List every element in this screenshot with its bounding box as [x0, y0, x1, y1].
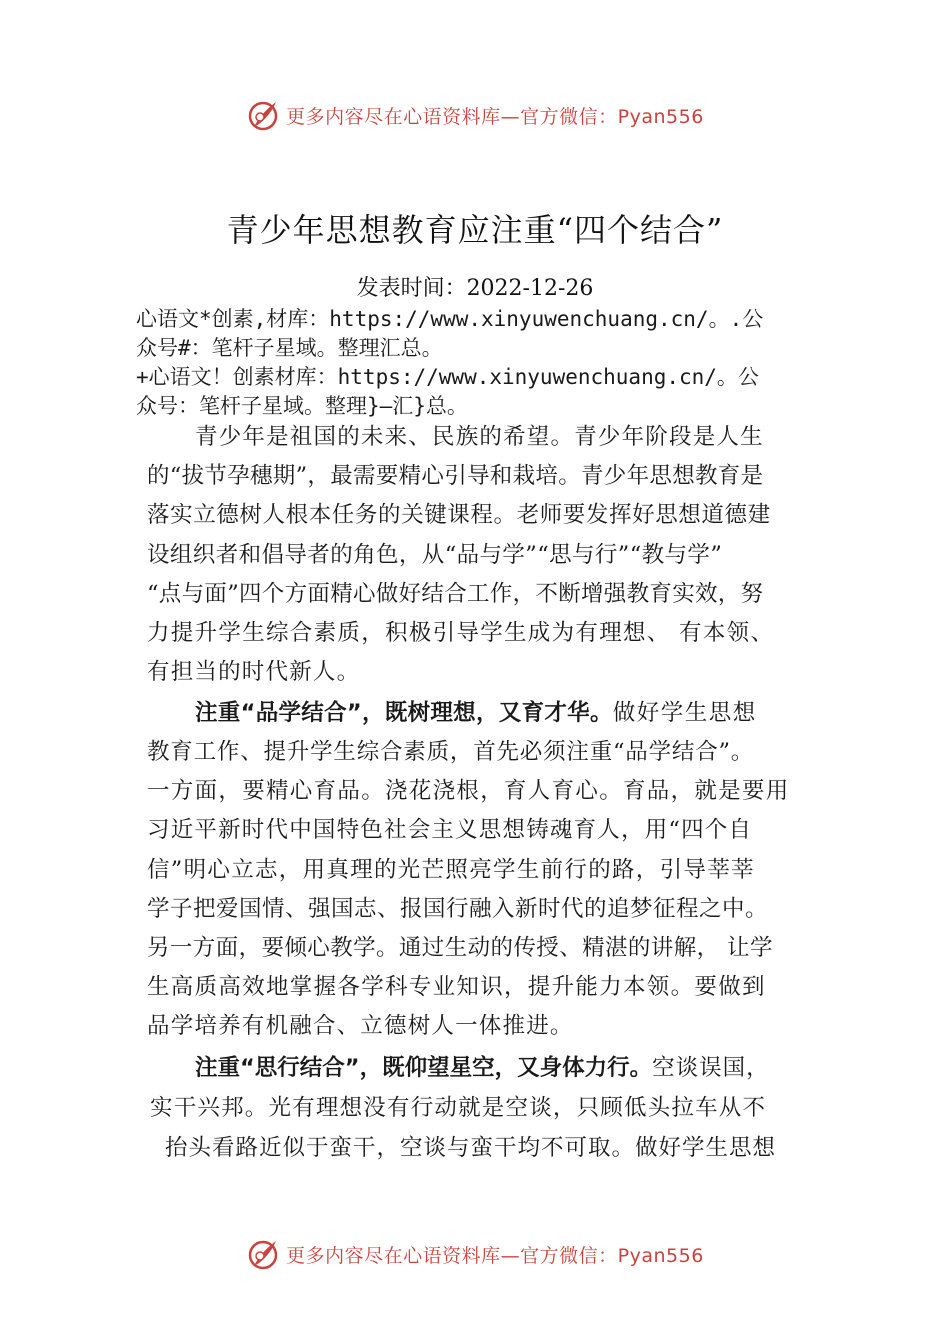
paragraph-line: 设组织者和倡导者的角色，从“品与学”“思与行”“教与学” [147, 542, 723, 568]
paragraph-line: 教育工作、提升学生综合素质，首先必须注重“品学结合”。 [147, 739, 755, 765]
paragraph-line [195, 698, 757, 728]
paragraph-line: 青少年是祖国的未来、民族的希望。青少年阶段是人生 [195, 424, 764, 450]
paragraph-text: 空谈误国， [652, 1055, 770, 1081]
section-heading: 注重“品学结合”，既树理想，又育才华。 [195, 700, 613, 726]
paragraph-line: 有担当的时代新人。 [147, 659, 361, 685]
paragraph-text: 做好学生思想 [612, 700, 757, 726]
source-line: +心语文！创素材库：https://www.xinyuwenchuang.cn/。公 [136, 365, 759, 389]
paragraph-line [195, 1053, 770, 1083]
quill-logo-icon [246, 1236, 282, 1272]
quill-logo-icon [246, 97, 282, 133]
paragraph-line: 抬头看路近似于蛮干，空谈与蛮干均不可取。做好学生思想 [165, 1135, 777, 1161]
source-line: 众号#：笔杆子星域。整理汇总。 [136, 336, 443, 360]
paragraph-line: 的“拔节孕穗期”，最需要精心引导和栽培。青少年思想教育是 [147, 463, 764, 489]
paragraph-line: 力提升学生综合素质，积极引导学生成为有理想、 有本领、 [147, 620, 775, 646]
paragraph-line: 信”明心立志，用真理的光芒照亮学生前行的路，引导莘莘 [147, 857, 755, 883]
section-heading: 注重“思行结合”，既仰望星空，又身体力行。 [195, 1055, 653, 1081]
banner-text: 更多内容尽在心语资料库—官方微信：Pyan556 [286, 105, 704, 128]
source-line: 心语文*创素,材库：https://www.xinyuwenchuang.cn/。.公 [136, 307, 764, 331]
paragraph-line: 另一方面，要倾心教学。通过生动的传授、精湛的讲解， 让学 [147, 935, 773, 961]
publish-date: 发表时间：2022-12-26 [356, 276, 594, 301]
document-title: 青少年思想教育应注重“四个结合” [226, 211, 724, 249]
source-line: 众号：笔杆子星域。整理}—汇}总。 [136, 394, 468, 418]
paragraph-line: 学子把爱国情、强国志、报国行融入新时代的追梦征程之中。 [147, 896, 769, 922]
paragraph-line: 习近平新时代中国特色社会主义思想铸魂育人，用“四个自 [147, 817, 753, 843]
banner-text: 更多内容尽在心语资料库—官方微信：Pyan556 [286, 1244, 704, 1267]
paragraph-line: 一方面，要精心育品。浇花浇根，育人育心。育品，就是要用 [147, 778, 790, 804]
paragraph-line: 品学培养有机融合、立德树人一体推进。 [147, 1013, 574, 1039]
paragraph-line: 实干兴邦。光有理想没有行动就是空谈，只顾低头拉车从不 [150, 1095, 767, 1121]
header-banner [0, 95, 950, 135]
paragraph-line: 落实立德树人根本任务的关键课程。老师要发挥好思想道德建 [147, 502, 771, 528]
paragraph-line: 生高质高效地掌握各学科专业知识，提升能力本领。要做到 [147, 974, 766, 1000]
footer-banner [0, 1234, 950, 1274]
paragraph-line: “点与面”四个方面精心做好结合工作，不断增强教育实效，努 [147, 581, 764, 607]
